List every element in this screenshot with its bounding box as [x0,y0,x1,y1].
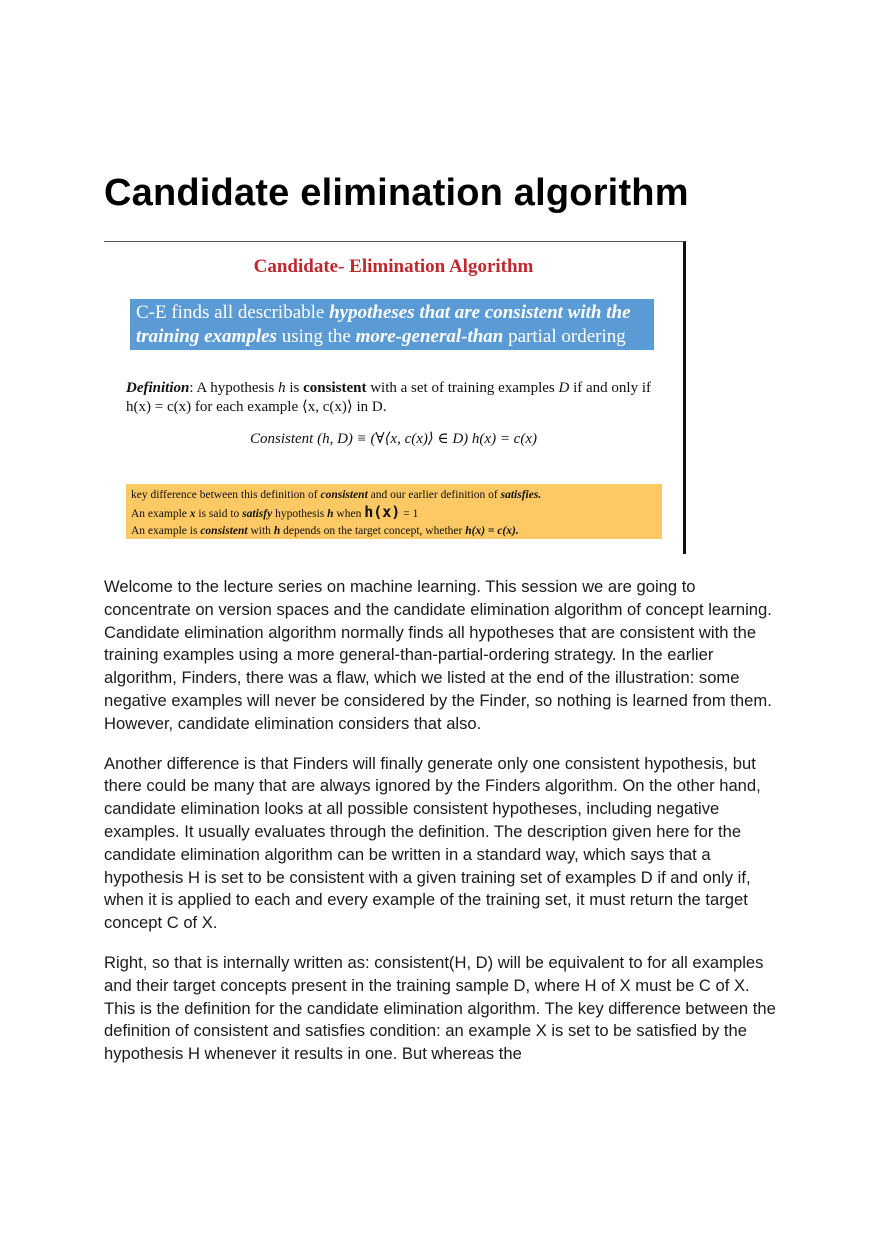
note-emphasis: consistent [200,525,248,537]
note-text: depends on the target concept, whether [280,525,466,537]
banner-emphasis-more-general: more-general-than [355,326,504,347]
consistency-formula: Consistent (h, D) ≡ (∀⟨x, c(x)⟩ ∈ D) h(x) = c(x) [249,431,537,447]
note-text: An example [131,508,190,520]
note-emphasis: h(x) = c(x). [465,525,519,537]
body-text [104,576,780,1083]
note-text: is said to [195,508,243,520]
definition-var-d: D [558,380,570,396]
note-emphasis: satisfies. [500,489,542,501]
note-emphasis: satisfy [242,508,273,520]
banner-text: partial ordering [503,326,626,347]
note-text: hypothesis [272,508,328,520]
note-text: = 1 [400,508,419,520]
banner-text: C-E finds all describable [136,302,330,323]
note-text: An example is [131,525,201,537]
definition-keyword: consistent [303,380,367,396]
note-text: and our earlier definition of [367,489,501,501]
definition-text: with a set of training examples [366,380,559,396]
slide-definition [126,379,656,417]
slide-banner [130,299,654,350]
note-line-1 [131,487,657,504]
note-line-2 [131,504,657,523]
note-emphasis: x [189,508,196,520]
note-text: when [333,508,365,520]
slide-note-box [126,484,662,539]
banner-text: using the [276,326,356,347]
note-text: with [247,525,274,537]
note-text: key difference between this definition of [131,489,321,501]
definition-var-h: h [278,380,286,396]
definition-term: Definition [126,380,190,396]
note-code: h(x) [364,503,401,521]
paragraph-3: Right, so that is internally written as: consistent(H, D) will be equivalent to for all examples and their target concepts present in the training sample D, where H of X must be C of X. This is the definition for the candidate elimination algorithm. The key difference between the definition of consistent and satisfies condition: an example X is set to be satisfied by the hypothesis H whenever it results in one. But whereas the [104,952,776,1064]
definition-text: if and only if h(x) = c(x) for each example ⟨x, c(x)⟩ in D. [126,380,652,415]
paragraph-1: Welcome to the lecture series on machine learning. This session we are going to concentrate on version spaces and the candidate elimination algorithm of concept learning. Candidate elimination algorithm normally finds all hypotheses that are consistent with the training examples using a more general-than-partial-ordering strategy. In the earlier algorithm, Finders, there was a flaw, which we listed at the end of the illustration: some negative examples will never be considered by the Finder, so nothing is learned from them. However, candidate elimination considers that also. [104,577,772,733]
slide-image [104,241,686,554]
paragraph-2: Another difference is that Finders will finally generate only one consistent hypothesis, but there could be many that are always ignored by the Finders algorithm. On the other hand, candidate elimination looks at all possible consistent hypotheses, including negative examples. It usually evaluates through the definition. The description given here for the candidate elimination algorithm can be written in a standard way, which says that a hypothesis H is set to be consistent with a given training set of examples D if and only if, when it is applied to each and every example of the training set, it must return the target concept C of X. [104,753,761,933]
note-emphasis: h [273,525,281,537]
definition-text: is [285,380,304,396]
banner-emphasis-consistent: hypotheses that are consistent with the training examples [136,302,631,347]
definition-text: : A hypothesis [189,380,279,396]
page-title: Candidate elimination algorithm [104,172,689,214]
note-emphasis: consistent [320,489,368,501]
slide-title: Candidate- Elimination Algorithm [253,256,534,277]
note-emphasis: h [327,508,334,520]
note-line-3 [131,523,657,540]
